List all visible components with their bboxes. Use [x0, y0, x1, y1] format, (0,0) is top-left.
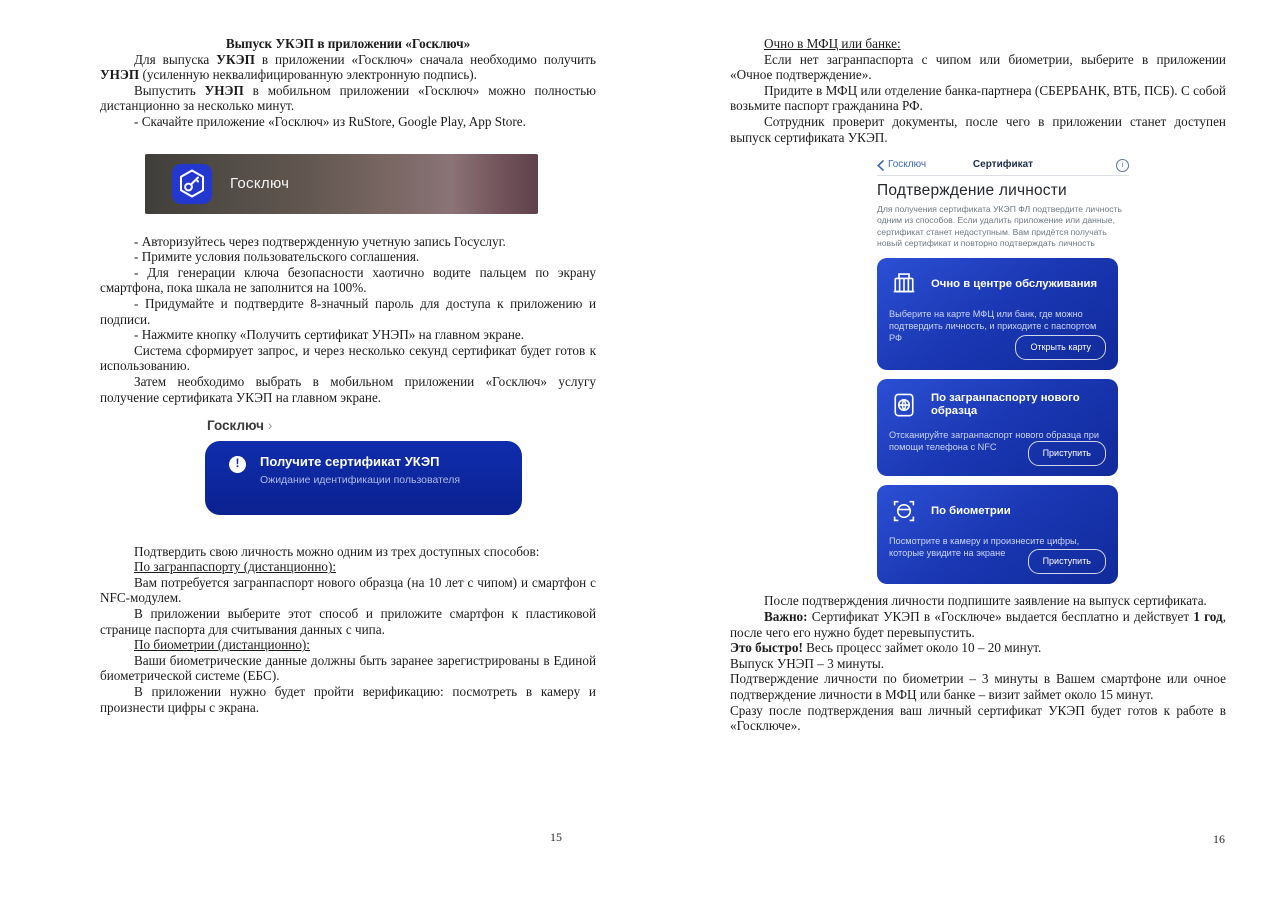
page-16 [730, 0, 1226, 905]
page-number-right: 16 [1213, 832, 1225, 846]
paragraph: Система сформирует запрос, и через несколько секунд сертификат будет готов к использованию. [100, 342, 596, 374]
back-button[interactable]: Госключ [877, 157, 926, 173]
nav-title: Сертификат [972, 159, 1034, 171]
info-icon[interactable]: i [1116, 159, 1129, 172]
list-item: - Для генерации ключа безопасности хаотично водите пальцем по экрану смартфона, пока шкала не заполнится на 100%. [100, 264, 596, 296]
paragraph: Для выпуска УКЭП в приложении «Госключ» сначала необходимо получить УНЭП (усиленную неквалифицированную электронную подпись). [100, 51, 596, 83]
paragraph: Сотрудник проверит документы, после чего в приложении станет доступен выпуск сертификата УКЭП. [730, 113, 1226, 145]
alert-icon: ! [229, 456, 246, 473]
cert-card-subtitle: Ожидание идентификации пользователя [260, 473, 461, 486]
method-card-biometry[interactable]: По биометрии Посмотрите в камеру и произнесите цифры, которые увидите на экране Приступить [877, 485, 1118, 584]
gosklyuch-app-banner[interactable] [145, 154, 538, 214]
paragraph: Важно: Сертификат УКЭП в «Госключе» выдается бесплатно и действует 1 год, после чего его нужно будет перевыпустить. [730, 608, 1226, 640]
chevron-right-icon: › [267, 418, 273, 434]
paragraph: Придите в МФЦ или отделение банка-партнера (СБЕРБАНК, ВТБ, ПСБ). С собой возьмите паспорт гражданина РФ. [730, 82, 1226, 114]
start-biometry-button[interactable]: Приступить [1028, 549, 1106, 575]
app-nav-bar [877, 155, 1129, 176]
gosklyuch-key-icon [172, 164, 212, 204]
cert-card-title: Получите сертификат УКЭП [260, 453, 440, 469]
chevron-left-icon [877, 160, 884, 171]
heading-passport-method: По загранпаспорту (дистанционно): [134, 559, 337, 575]
paragraph: Затем необходимо выбрать в мобильном приложении «Госключ» услугу получение сертификата УКЭП на главном экране. [100, 373, 596, 405]
identity-confirmation-screenshot [877, 155, 1129, 584]
passport-icon [889, 390, 919, 420]
app-name-label: Госключ [230, 174, 290, 192]
paragraph: Если нет загранпаспорта с чипом или биометрии, выберите в приложении «Очное подтверждение». [730, 51, 1226, 83]
paragraph: Ваши биометрические данные должны быть заранее зарегистрированы в Единой биометрической системе (ЕБС). [100, 652, 596, 684]
get-ukep-certificate-card[interactable] [205, 441, 522, 515]
list-item: - Скачайте приложение «Госключ» из RuStore, Google Play, App Store. [134, 113, 526, 129]
start-passport-button[interactable]: Приступить [1028, 441, 1106, 467]
paragraph: После подтверждения личности подпишите заявление на выпуск сертификата. [764, 593, 1207, 609]
page-15 [100, 0, 596, 905]
open-map-button[interactable]: Открыть карту [1015, 335, 1106, 361]
list-item: - Придумайте и подтвердите 8-значный пароль для доступа к приложению и подписи. [100, 295, 596, 327]
biometry-icon [889, 496, 919, 526]
paragraph: Вам потребуется загранпаспорт нового образца (на 10 лет с чипом) и смартфон с NFC-модулем. [100, 574, 596, 606]
paragraph: В приложении выберите этот способ и приложите смартфон к пластиковой странице паспорта для считывания данных с чипа. [100, 606, 596, 637]
bank-icon [889, 269, 919, 299]
paragraph: Выпуск УНЭП – 3 минуты. [730, 655, 885, 671]
gosklyuch-service-link[interactable]: Госключ › [207, 418, 273, 434]
paragraph: Подтвердить свою личность можно одним из трех доступных способов: [134, 543, 540, 559]
method-card-service-center[interactable]: Очно в центре обслуживания Выберите на карте МФЦ или банк, где можно подтвердить личность, и приходите с паспортом РФ Открыть карту [877, 258, 1118, 370]
heading-inperson-method: Очно в МФЦ или банке: [764, 36, 901, 51]
paragraph: Это быстро! Весь процесс займет около 10 – 20 минут. [730, 640, 1042, 656]
paragraph: Подтверждение личности по биометрии – 3 минуты в Вашем смартфоне или очное подтверждение личности в МФЦ или банке – визит займет около 15 минут. [730, 671, 1226, 702]
page-number-left: 15 [550, 830, 562, 844]
method-card-passport[interactable]: По загранпаспорту нового образца Отсканируйте загранпаспорт нового образца при помощи телефона с NFC Приступить [877, 379, 1118, 476]
paragraph: Сразу после подтверждения ваш личный сертификат УКЭП будет готов к работе в «Госключе». [730, 702, 1226, 734]
list-item: - Нажмите кнопку «Получить сертификат УНЭП» на главном экране. [134, 327, 525, 343]
heading-biometry-method: По биометрии (дистанционно): [134, 637, 310, 653]
screen-description: Для получения сертификата УКЭП ФЛ подтвердите личность одним из способов. Если удалить приложение или данные, сертификат станет недоступным. Вам придётся получать новый сертификат и повторно подтверждать личность [877, 203, 1122, 248]
list-item: - Авторизуйтесь через подтвержденную учетную запись Госуслуг. [134, 233, 506, 249]
page-title: Выпуск УКЭП в приложении «Госключ» [225, 36, 471, 51]
paragraph: Выпустить УНЭП в мобильном приложении «Госключ» можно полностью дистанционно за несколько минут. [100, 82, 596, 114]
screen-title: Подтверждение личности [877, 182, 1067, 200]
list-item: - Примите условия пользовательского соглашения. [134, 249, 420, 265]
paragraph: В приложении нужно будет пройти верификацию: посмотреть в камеру и произнести цифры с экрана. [100, 684, 596, 715]
